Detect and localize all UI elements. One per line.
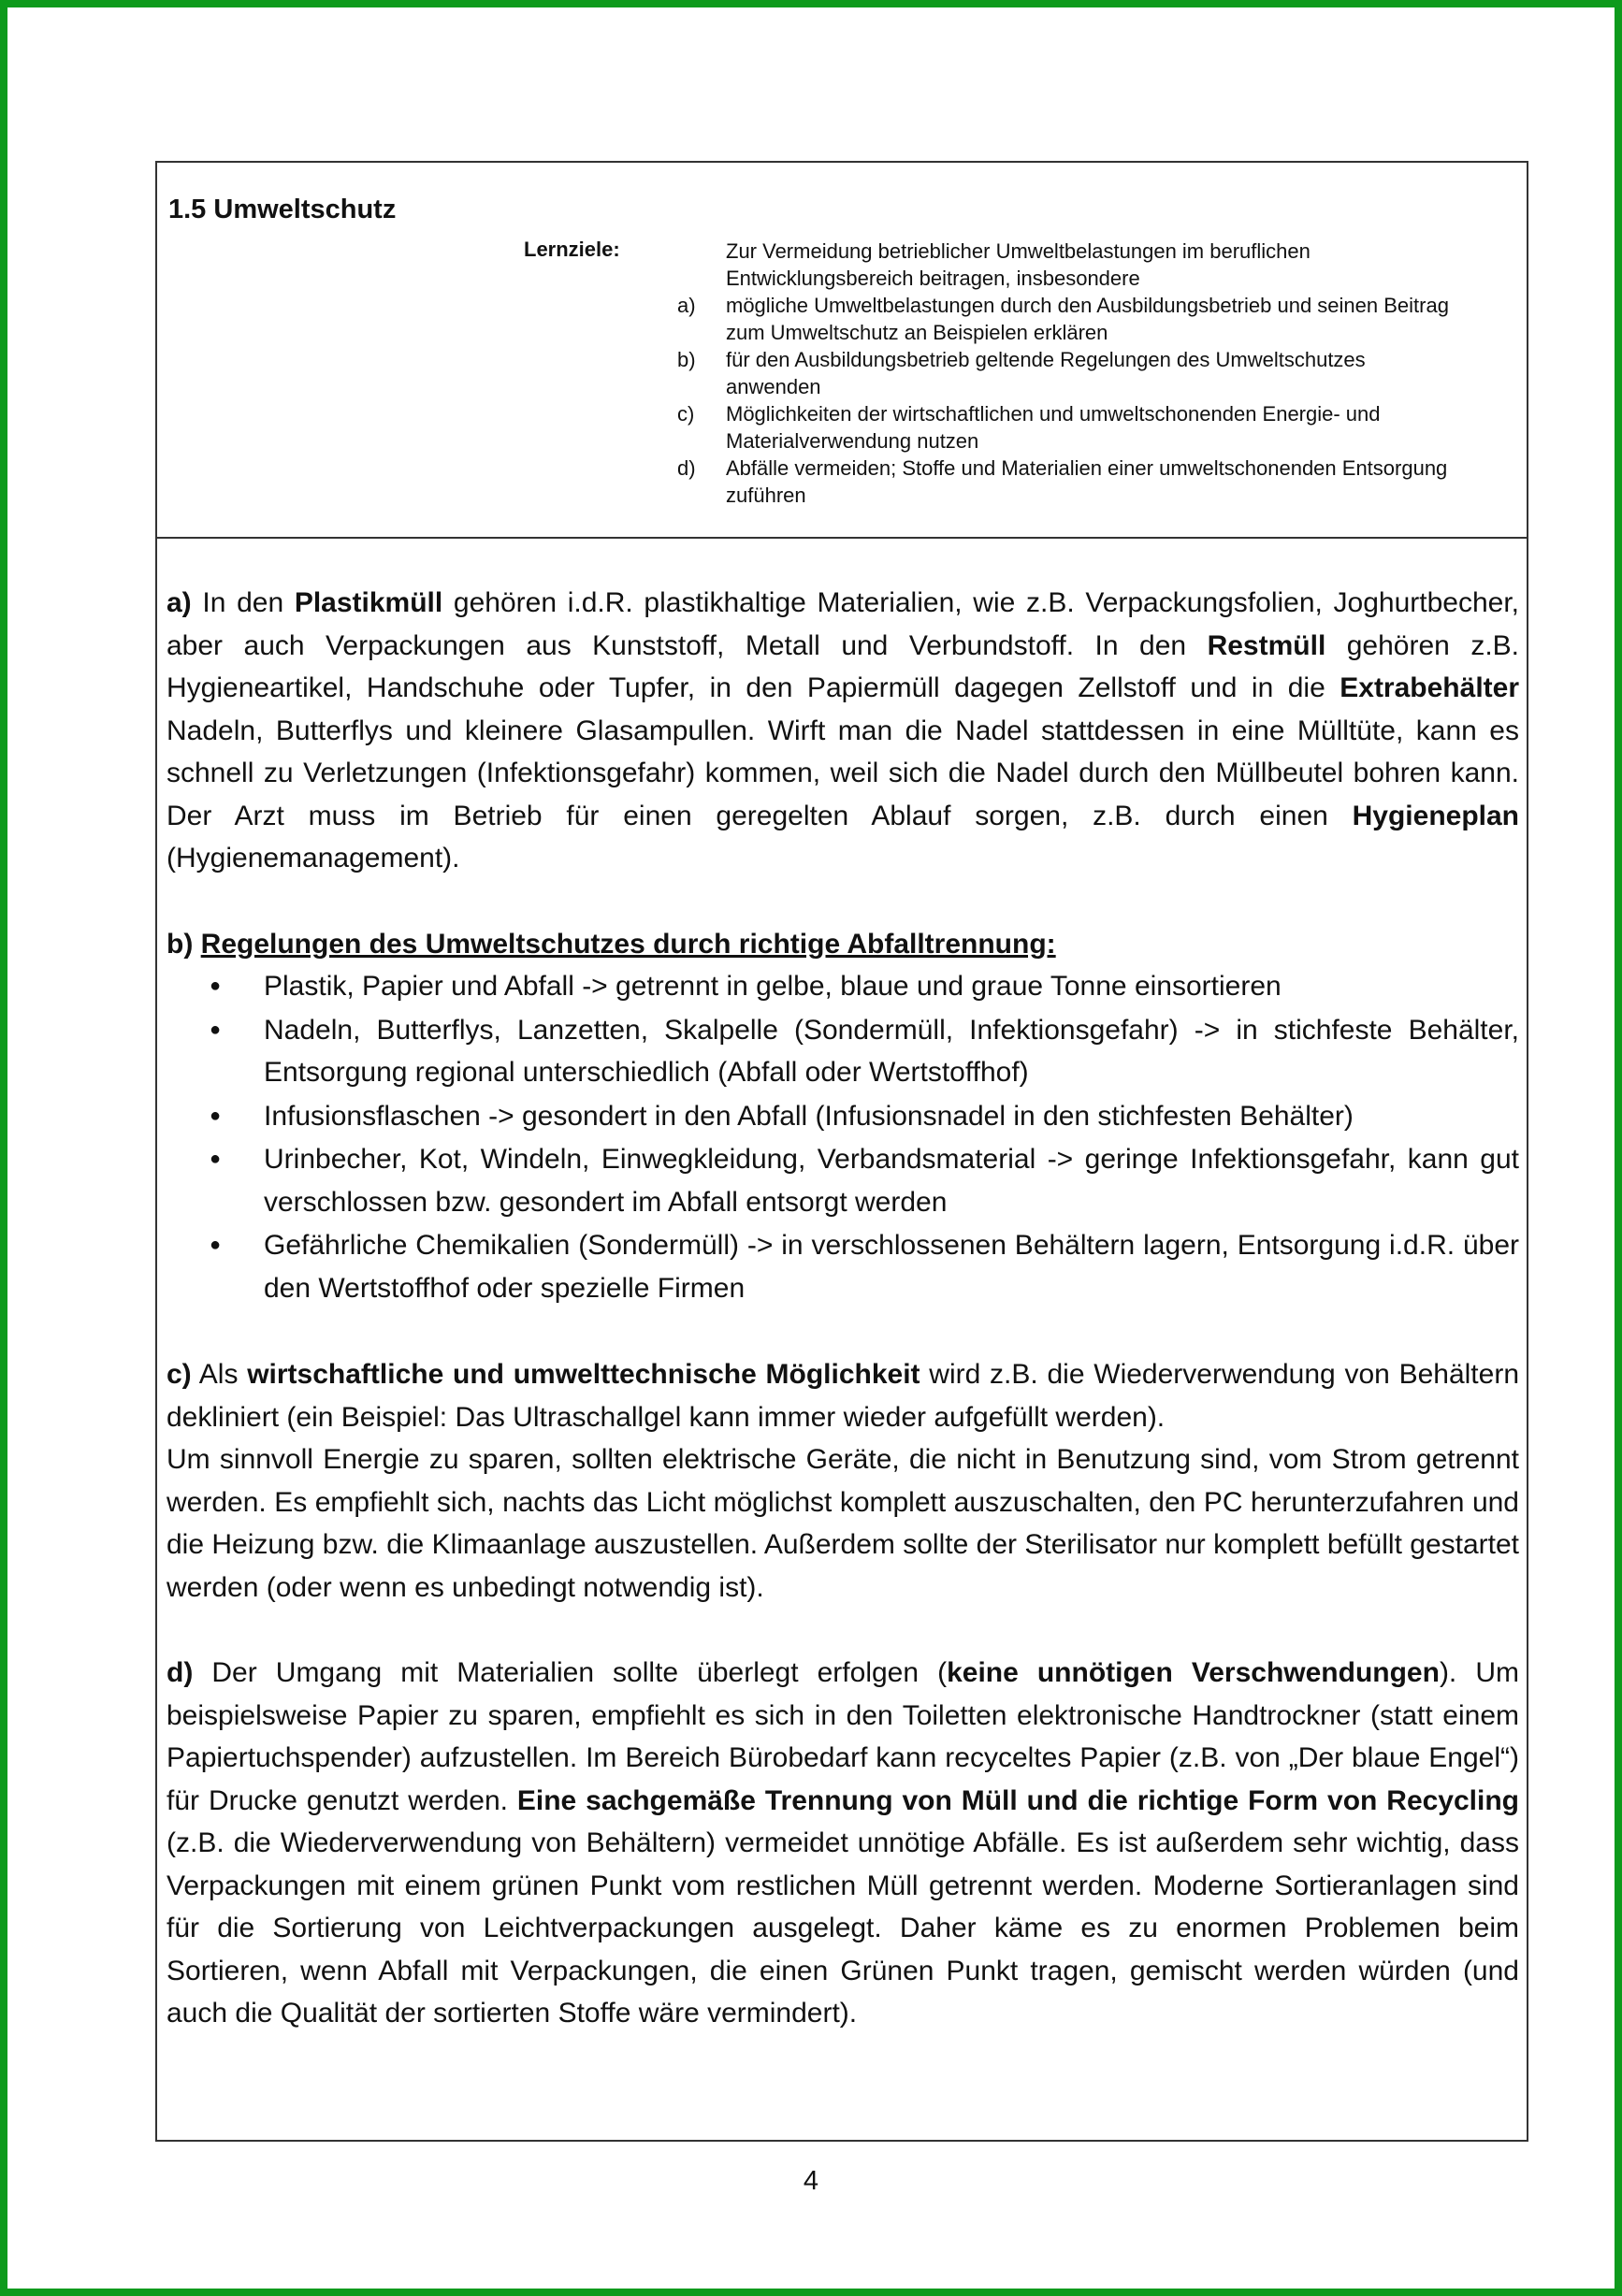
- section-b-heading: [167, 923, 1519, 966]
- text-run: Als: [191, 1359, 248, 1390]
- goal-item: [677, 455, 1463, 509]
- section-b-title: Regelungen des Umweltschutzes durch richtige Abfalltrennung:: [200, 928, 1056, 960]
- bold-run: Restmüll: [1207, 629, 1326, 661]
- learning-goals: [677, 238, 1463, 509]
- section-d-label: d): [167, 1657, 194, 1688]
- goal-text: für den Ausbildungsbetrieb geltende Regelungen des Umweltschutzes anwenden: [726, 348, 1366, 398]
- section-d-paragraph: [167, 1652, 1519, 2035]
- section-b-label: b): [167, 928, 201, 960]
- section-a-paragraph: [167, 582, 1519, 880]
- list-item: ● Urinbecher, Kot, Windeln, Einwegkleidung, Verbandsmaterial -> geringe Infektionsgefahr, kann gut verschlossen bzw. gesondert im Abfall entsorgt werden: [167, 1138, 1519, 1223]
- section-b-list: [167, 965, 1519, 1309]
- text-run: gehören i.d.R. plastikhaltige Materialien, wie z.B. Verpackungsfolien, Joghurtbecher, aber auch Verpackungen aus Kunststoff, Metall und Verbundstoff. In den: [167, 587, 1520, 661]
- text-run: wird z.B. die Wiederverwendung von Behältern dekliniert (ein Beispiel: Das Ultraschallgel kann immer wieder aufgefüllt werden).: [167, 1359, 1520, 1433]
- text-run: (Hygienemanagement).: [167, 843, 460, 874]
- text-run: ). Um beispielsweise Papier zu sparen, empfiehlt es sich in den Toiletten elektronische Handtrockner (statt einem Papiertuchspender) aufzustellen. Im Bereich Bürobedarf kann recyceltes Papier (z.B. von „Der blaue Engel“) für Drucke genutzt werden.: [167, 1657, 1519, 1816]
- list-item: ● Infusionsflaschen -> gesondert in den Abfall (Infusionsnadel in den stichfesten Behälter): [167, 1095, 1519, 1138]
- text-run: Der Umgang mit Materialien sollte überlegt erfolgen (: [193, 1657, 948, 1688]
- goal-item: [677, 346, 1463, 400]
- goals-intro: Zur Vermeidung betrieblicher Umweltbelastungen im beruflichen Entwicklungsbereich beitragen, insbesondere: [726, 239, 1311, 290]
- text-run: In den: [191, 587, 295, 618]
- goal-letter: b): [677, 348, 696, 371]
- content-body: [167, 582, 1519, 2035]
- lernziele-label: Lernziele:: [524, 238, 620, 261]
- text-run: (z.B. die Wiederverwendung von Behältern) vermeidet unnötige Abfälle. Es ist außerdem sehr wichtig, dass Verpackungen mit einem grünen Punkt vom restlichen Müll getrennt werden. Moderne Sortieranlagen sind für die Sortierung von Leichtverpackungen ausgelegt. Daher käme es zu enormen Problemen beim Sortieren, wenn Abfall mit Verpackungen, die einen Grünen Punkt tragen, gemischt werden würden (und auch die Qualität der sortierten Stoffe wäre vermindert).: [167, 1827, 1519, 2029]
- goal-text: mögliche Umweltbelastungen durch den Ausbildungsbetrieb und seinen Beitrag zum Umweltschutz an Beispielen erklären: [726, 294, 1449, 344]
- goal-text: Möglichkeiten der wirtschaftlichen und umweltschonenden Energie- und Materialverwendung nutzen: [726, 402, 1381, 453]
- list-item: ● Gefährliche Chemikalien (Sondermüll) -> in verschlossenen Behältern lagern, Entsorgung i.d.R. über den Wertstoffhof oder spezielle Firmen: [167, 1224, 1519, 1309]
- page-number: 4: [803, 2166, 819, 2196]
- list-item: ● Plastik, Papier und Abfall -> getrennt in gelbe, blaue und graue Tonne einsortieren: [167, 965, 1519, 1008]
- section-c-paragraph: [167, 1353, 1519, 1438]
- text-run: Nadeln, Butterflys und kleinere Glasampullen. Wirft man die Nadel stattdessen in eine Mülltüte, kann es schnell zu Verletzungen (Infektionsgefahr) kommen, weil sich die Nadel durch den Müllbeutel bohren kann. Der Arzt muss im Betrieb für einen geregelten Ablauf sorgen, z.B. durch einen: [167, 715, 1519, 831]
- bold-run: Eine sachgemäße Trennung von Müll und die richtige Form von Recycling: [516, 1784, 1519, 1816]
- bold-run: Plastikmüll: [294, 587, 443, 618]
- goal-letter: d): [677, 456, 696, 480]
- header-box: [155, 161, 1528, 539]
- bold-run: wirtschaftliche und umwelttechnische Möglichkeit: [247, 1359, 920, 1390]
- section-c-label: c): [167, 1359, 192, 1390]
- section-c-energy-paragraph: Um sinnvoll Energie zu sparen, sollten elektrische Geräte, die nicht in Benutzung sind, vom Strom getrennt werden. Es empfiehlt sich, nachts das Licht möglichst komplett auszuschalten, den PC herunterzufahren und die Heizung bzw. die Klimaanlage auszustellen. Außerdem sollte der Sterilisator nur komplett befüllt gestartet werden (oder wenn es unbedingt notwendig ist).: [167, 1444, 1519, 1603]
- bold-run: keine unnötigen Verschwendungen: [947, 1657, 1440, 1688]
- goal-item: [677, 292, 1463, 346]
- content-box: [155, 537, 1528, 2142]
- goal-letter: c): [677, 402, 695, 426]
- list-item: ● Nadeln, Butterflys, Lanzetten, Skalpelle (Sondermüll, Infektionsgefahr) -> in stichfeste Behälter, Entsorgung regional unterschiedlich (Abfall oder Wertstoffhof): [167, 1009, 1519, 1094]
- goal-item: [677, 400, 1463, 455]
- goal-text: Abfälle vermeiden; Stoffe und Materialien einer umweltschonenden Entsorgung zuführen: [726, 456, 1448, 507]
- bold-run: Extrabehälter: [1340, 672, 1519, 703]
- goal-letter: a): [677, 294, 696, 317]
- section-a-label: a): [167, 587, 192, 618]
- text-run: gehören z.B. Hygieneartikel, Handschuhe oder Tupfer, in den Papiermüll dagegen Zellstoff und in die: [167, 629, 1519, 703]
- section-title: 1.5 Umweltschutz: [168, 195, 397, 224]
- bold-run: Hygieneplan: [1352, 800, 1519, 831]
